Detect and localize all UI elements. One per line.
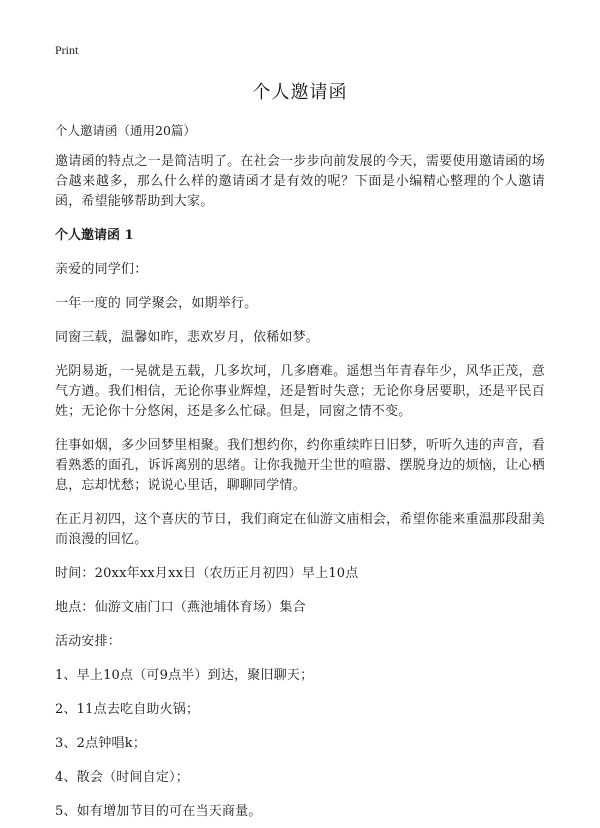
event-time: 时间：20xx年xx月xx日（农历正月初四）早上10点 (55, 566, 359, 581)
body-paragraph: 一年一度的 同学聚会，如期举行。 (55, 296, 258, 311)
body-paragraph: 同窗三载，温馨如昨，悲欢岁月，依稀如梦。 (55, 330, 320, 345)
document-subtitle: 个人邀请函（通用20篇） (55, 123, 196, 138)
print-link[interactable]: Print (55, 43, 79, 57)
body-paragraph: 往事如烟，多少回梦里相聚。我们想约你，约你重续昨日旧梦，听听久违的声音，看看熟悉的面孔，诉诉离别的思绪。让你我抛开尘世的喧嚣、摆脱身边的烦恼，让心栖息，忘却忧愁；说说心里话，聊聊同学情。 (55, 438, 545, 493)
intro-paragraph: 邀请函的特点之一是简洁明了。在社会一步步向前发展的今天，需要使用邀请函的场合越来越多，那么什么样的邀请函才是有效的呢？下面是小编精心整理的个人邀请函，希望能够帮助到大家。 (55, 154, 545, 209)
schedule-item: 1、早上10点（可9点半）到达，聚旧聊天； (55, 668, 314, 683)
page-title: 个人邀请函 (252, 82, 348, 103)
schedule-item: 2、11点去吃自助火锅； (55, 702, 200, 717)
schedule-item: 4、散会（时间自定）； (55, 770, 189, 785)
event-location: 地点：仙游文庙门口（燕池埔体育场）集合 (55, 600, 306, 615)
greeting-paragraph: 亲爱的同学们： (55, 262, 148, 277)
schedule-item: 3、2点钟唱k； (55, 736, 147, 751)
body-paragraph: 在正月初四，这个喜庆的节日，我们商定在仙游文庙相会，希望你能来重温那段甜美而浪漫的回忆。 (55, 512, 545, 547)
section-heading: 个人邀请函 1 (55, 228, 134, 243)
schedule-heading: 活动安排： (55, 634, 122, 649)
body-paragraph: 光阴易逝，一晃就是五载，几多坎坷，几多磨难。遥想当年青春年少，风华正茂，意气方遒。我们相信，无论你事业辉煌，还是暂时失意；无论你身居要职，还是平民百姓；无论你十分悠闲，还是多么忙碌。但是，同窗之情不变。 (55, 364, 545, 419)
schedule-item: 5、如有增加节目的可在当天商量。 (55, 804, 262, 819)
